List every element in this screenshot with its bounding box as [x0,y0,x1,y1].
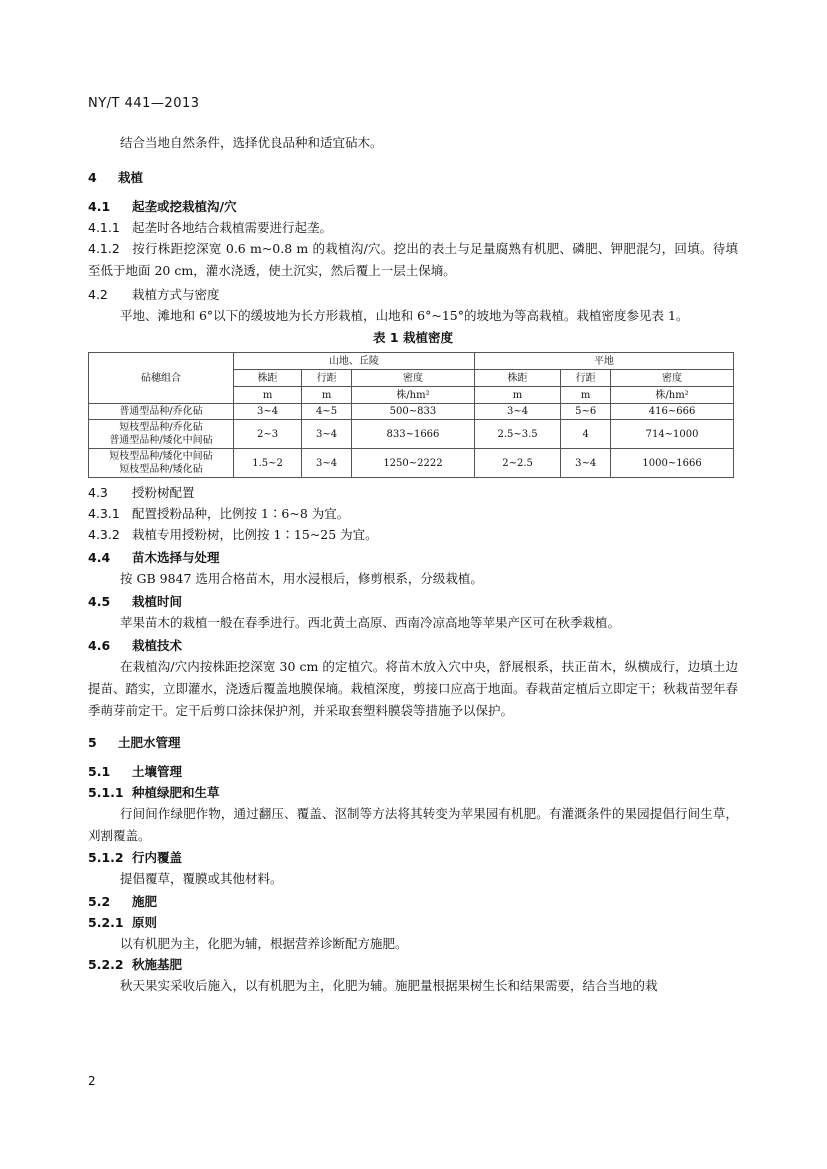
standard-header: NY/T 441—2013 [88,96,200,111]
header-density: 密度 [352,370,475,387]
clause-4-1-2 [88,238,738,282]
section-4-heading [88,167,738,188]
clause-text: 按行株距挖深宽 0.6 m~0.8 m 的栽植沟/穴。挖出的表土与足量腐熟有机肥、磷肥、钾肥混匀，回填。待填至低于地面 20 cm，灌水浇透，使土沉实，然后覆上一层土保墒。 [88,241,738,278]
section-5-2-1-heading [88,912,738,933]
section-title: 秋施基肥 [132,957,183,972]
unit-density: 株/hm² [611,387,734,404]
section-title: 栽植时间 [132,594,183,609]
cell: 5~6 [561,404,611,420]
clause-number: 4.3.1 [88,506,120,521]
group-mountain-header: 山地、丘陵 [234,353,475,370]
group-flat-header: 平地 [474,353,733,370]
section-title: 土壤管理 [132,764,183,779]
section-5-2-heading [88,891,738,912]
section-4-5-heading [88,591,738,612]
cell: 4 [561,420,611,449]
table-row [89,404,734,420]
cell: 3~4 [234,404,302,420]
cell: 2.5~3.5 [474,420,560,449]
unit-m: m [561,387,611,404]
cell: 3~4 [474,404,560,420]
cell: 3~4 [561,449,611,478]
section-number: 4.5 [88,594,111,609]
section-title: 种植绿肥和生草 [132,785,220,800]
table-row [89,449,734,478]
unit-m: m [474,387,560,404]
header-row-spacing: 行距 [302,370,352,387]
header-density: 密度 [611,370,734,387]
combo-cell [89,420,234,449]
table-1-title: 表 1 栽植密度 [373,330,453,345]
clause-4-3-1 [88,503,738,524]
section-5-heading [88,732,738,753]
section-number: 5.2 [88,894,111,909]
section-4-4-text: 按 GB 9847 选用合格苗木，用水浸根后，修剪根系，分级栽植。 [120,571,483,586]
section-number: 4.2 [88,287,108,302]
section-number: 5.1.1 [88,785,124,800]
header-plant-spacing: 株距 [234,370,302,387]
section-title: 土肥水管理 [118,735,181,750]
cell: 2~2.5 [474,449,560,478]
clause-4-3-2 [88,524,738,545]
cell: 416~666 [611,404,734,420]
page-number: 2 [88,1074,96,1088]
intro-line: 结合当地自然条件，选择优良品种和适宜砧木。 [120,135,383,150]
section-5-2-2-text: 秋天果实采收后施入，以有机肥为主，化肥为辅。施肥量根据果树生长和结果需要，结合当地的栽 [120,978,658,993]
section-4-2-heading [88,284,738,305]
clause-text: 配置授粉品种，比例按 1∶6~8 为宜。 [132,506,350,521]
document-body [88,132,738,996]
clause-text: 栽植专用授粉树，比例按 1∶15~25 为宜。 [132,527,378,542]
table-row [89,420,734,449]
unit-density: 株/hm² [352,387,475,404]
cell: 3~4 [302,449,352,478]
section-title: 栽植方式与密度 [132,287,220,302]
combo-line: 短枝型品种/矮化中间砧 [109,451,213,462]
section-4-5-text: 苹果苗木的栽植一般在春季进行。西北黄土高原、西南冷凉高地等苹果产区可在秋季栽植。 [120,615,621,630]
section-5-2-2-heading [88,954,738,975]
section-title: 栽植技术 [132,638,183,653]
cell: 4~5 [302,404,352,420]
cell: 1250~2222 [352,449,475,478]
section-number: 4.4 [88,550,111,565]
section-number: 5.2.2 [88,957,124,972]
section-4-3-heading [88,482,738,503]
combo-line: 短枝型品种/矮化砧 [119,464,203,475]
cell: 833~1666 [352,420,475,449]
combo-cell: 普通型品种/乔化砧 [89,404,234,420]
section-number: 5 [88,735,97,750]
section-title: 授粉树配置 [132,485,195,500]
cell: 2~3 [234,420,302,449]
cell: 3~4 [302,420,352,449]
planting-density-table [88,352,734,478]
section-title: 栽植 [118,170,144,185]
section-4-6-heading [88,635,738,656]
section-number: 5.1.2 [88,850,124,865]
section-number: 5.2.1 [88,915,124,930]
section-title: 施肥 [132,894,158,909]
combo-line: 短枝型品种/乔化砧 [119,422,203,433]
section-title: 原则 [132,915,158,930]
section-5-1-heading [88,761,738,782]
section-4-1-heading [88,196,738,217]
section-number: 4.1 [88,199,111,214]
combo-cell [89,449,234,478]
section-5-1-2-heading [88,847,738,868]
section-4-4-heading [88,547,738,568]
clause-number: 4.1.1 [88,220,120,235]
section-title: 苗木选择与处理 [132,550,220,565]
header-plant-spacing: 株距 [474,370,560,387]
col-combo-header: 砧穗组合 [89,353,234,404]
cell: 1.5~2 [234,449,302,478]
clause-text: 起垄时各地结合栽植需要进行起垄。 [132,220,333,235]
unit-m: m [302,387,352,404]
section-4-2-text: 平地、滩地和 6°以下的缓坡地为长方形栽植，山地和 6°~15°的坡地为等高栽植。栽植密度参见表 1。 [120,308,689,323]
section-title: 起垄或挖栽植沟/穴 [132,199,237,214]
cell: 1000~1666 [611,449,734,478]
section-number: 5.1 [88,764,111,779]
cell: 500~833 [352,404,475,420]
header-row-spacing: 行距 [561,370,611,387]
clause-number: 4.3.2 [88,527,120,542]
section-5-2-1-text: 以有机肥为主，化肥为辅，根据营养诊断配方施肥。 [120,936,408,951]
section-5-1-2-text: 提倡覆草，覆膜或其他材料。 [120,871,283,886]
section-number: 4 [88,170,97,185]
section-number: 4.3 [88,485,108,500]
section-5-1-1-text: 行间间作绿肥作物，通过翻压、覆盖、沤制等方法将其转变为苹果园有机肥。有灌溉条件的果园提倡行间生草，刈割覆盖。 [88,806,738,843]
section-number: 4.6 [88,638,111,653]
combo-line: 普通型品种/矮化中间砧 [109,435,213,446]
section-title: 行内覆盖 [132,850,183,865]
cell: 714~1000 [611,420,734,449]
section-5-1-1-heading [88,782,738,803]
section-4-6-text: 在栽植沟/穴内按株距挖深宽 30 cm 的定植穴。将苗木放入穴中央，舒展根系，扶正苗木，纵横成行，边填土边提苗、踏实，立即灌水，浇透后覆盖地膜保墒。栽植深度，剪接口应高于地面。春栽苗定植后立即定干；秋栽苗翌年春季萌芽前定干。定干后剪口涂抹保护剂，并采取套塑料膜袋等措施予以保护。 [88,659,739,718]
clause-4-1-1 [88,217,738,238]
clause-number: 4.1.2 [88,241,120,256]
unit-m: m [234,387,302,404]
